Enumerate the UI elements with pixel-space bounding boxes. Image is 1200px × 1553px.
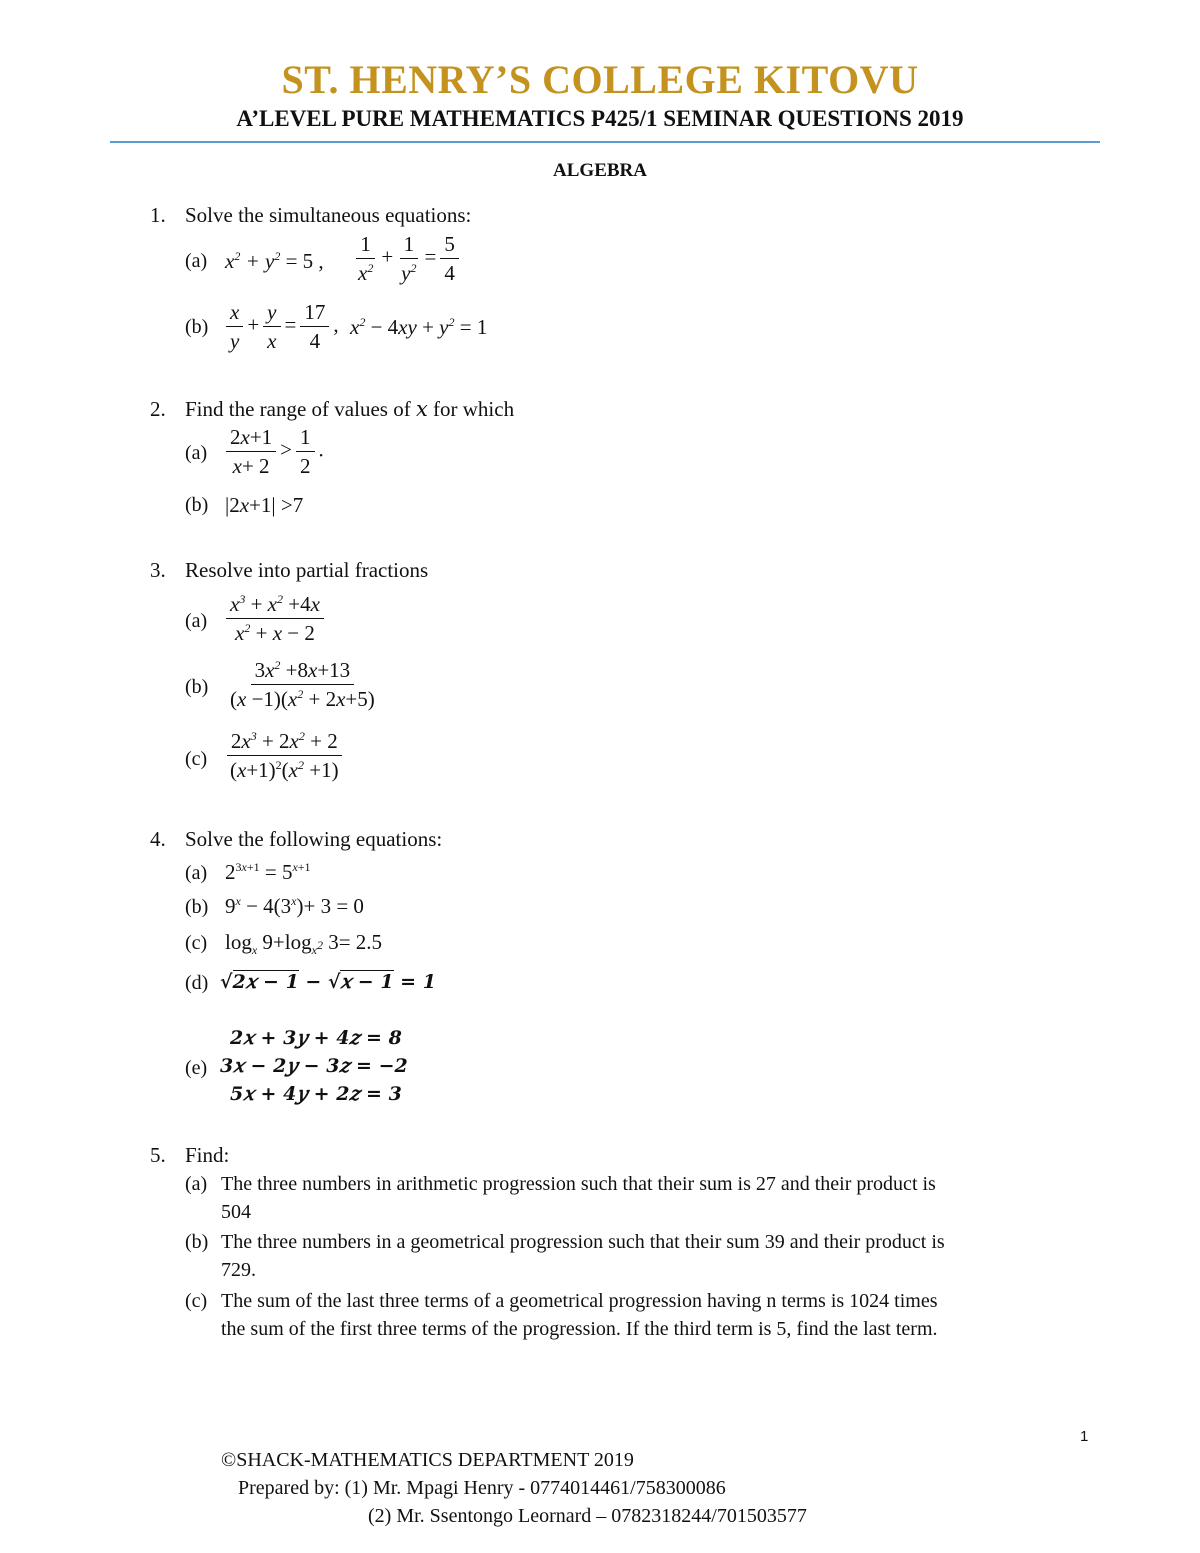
school-title: ST. HENRY’S COLLEGE KITOVU [281, 57, 919, 102]
header-divider [110, 141, 1100, 143]
question-5c-line-1: The sum of the last three terms of a geometrical progression having n terms is 1024 times [221, 1290, 938, 1312]
question-4d-equation: √2𝑥 − 1 − √𝑥 − 1 = 1 [220, 971, 436, 993]
question-1b-equation-2: $x^2 - 4xy + y^2 = 1$ [350, 315, 488, 339]
question-4-number: 4. [150, 827, 166, 851]
question-5b-line-1: The three numbers in a geometrical progression such that their sum 39 and their product is [221, 1231, 945, 1253]
question-5c-line-2: the sum of the first three terms of the progression. If the third term is 5, find the last term. [221, 1318, 938, 1340]
question-2b-inequality: |2x+1| >7 [225, 493, 304, 517]
section-title: ALGEBRA [553, 160, 647, 181]
footer-prepared-by-2: (2) Mr. Ssentongo Leornard – 0782318244/701503577 [368, 1505, 807, 1527]
question-4b-equation: $9^x - 4(3^x)+ 3 = 0$ [225, 894, 364, 918]
question-3-text: Resolve into partial fractions [185, 558, 429, 582]
question-4d-label: (d) [185, 972, 209, 994]
question-3a-fraction: $\frac{x^3 + x^2 +4x}{x^2 + x - 2}$ [222, 592, 328, 645]
footer-prepared-by-1: Prepared by: (1) Mr. Mpagi Henry - 0774014461/758300086 [238, 1477, 726, 1499]
question-1-text: Solve the simultaneous equations: [185, 203, 472, 227]
question-4e-equation-2: 3𝑥 − 2𝑦 − 3𝑧 = −2 [220, 1055, 408, 1077]
question-4e-equation-1: 2𝑥 + 3𝑦 + 4𝑧 = 8 [230, 1027, 402, 1049]
question-1a-label: (a) [185, 250, 208, 272]
question-5-number: 5. [150, 1143, 166, 1167]
question-4-text: Solve the following equations: [185, 827, 443, 851]
question-1a-equation-1: $x^2 + y^2 = 5$ , [225, 249, 324, 273]
question-3-number: 3. [150, 558, 166, 582]
question-1b-equation-1: $\frac{x}{y}$ + $\frac{y}{x}$ = $\frac{17}{4}$ , [222, 300, 339, 353]
question-2b-label: (b) [185, 494, 209, 516]
question-3b-fraction: $\frac{3x^2 +8x+13}{(x -1)(x^2 + 2x+5)}$ [230, 658, 375, 712]
page-number: 1 [1080, 1428, 1089, 1445]
question-5-text: Find: [185, 1143, 230, 1167]
question-2a-inequality: $\frac{2x+1}{x+ 2}$ > $\frac{1}{2}$ . [222, 425, 324, 478]
question-1-number: 1. [150, 203, 166, 227]
question-4a-equation: $2^{3x+1} = 5^{x+1}$ [225, 860, 311, 884]
question-3c-fraction: $\frac{2x^3 + 2x^2 + 2}{(x+1)^2(x^2 +1)}$ [222, 729, 347, 782]
question-2a-label: (a) [185, 442, 208, 464]
exam-subtitle: A’LEVEL PURE MATHEMATICS P425/1 SEMINAR QUESTIONS 2019 [236, 106, 964, 131]
question-2-text: Find the range of values of 𝑥 for which [185, 397, 515, 421]
question-5a-line-1: The three numbers in arithmetic progression such that their sum is 27 and their product is [221, 1173, 936, 1195]
question-3a-label: (a) [185, 610, 208, 632]
question-4a-label: (a) [185, 862, 208, 884]
question-4b-label: (b) [185, 896, 209, 918]
question-4c-label: (c) [185, 932, 208, 954]
question-5a-label: (a) [185, 1173, 208, 1195]
question-5a-line-2: 504 [221, 1201, 251, 1223]
question-5c-label: (c) [185, 1290, 208, 1312]
footer-copyright: ©SHACK-MATHEMATICS DEPARTMENT 2019 [221, 1449, 634, 1471]
question-1b-label: (b) [185, 316, 209, 338]
question-5b-label: (b) [185, 1231, 209, 1253]
question-4e-equation-3: 5𝑥 + 4𝑦 + 2𝑧 = 3 [230, 1083, 402, 1105]
question-3c-label: (c) [185, 748, 208, 770]
question-2-number: 2. [150, 397, 166, 421]
question-4e-label: (e) [185, 1057, 208, 1079]
question-4c-equation: $\log_x 9+\log_{x^2}$ 3= 2.5 [225, 930, 383, 958]
question-3b-label: (b) [185, 676, 209, 698]
question-5b-line-2: 729. [221, 1259, 256, 1281]
question-1a-equation-2: $\frac{1}{x^2}$ + $\frac{1}{y^2}$ = $\frac{5}{4}$ [350, 232, 463, 285]
